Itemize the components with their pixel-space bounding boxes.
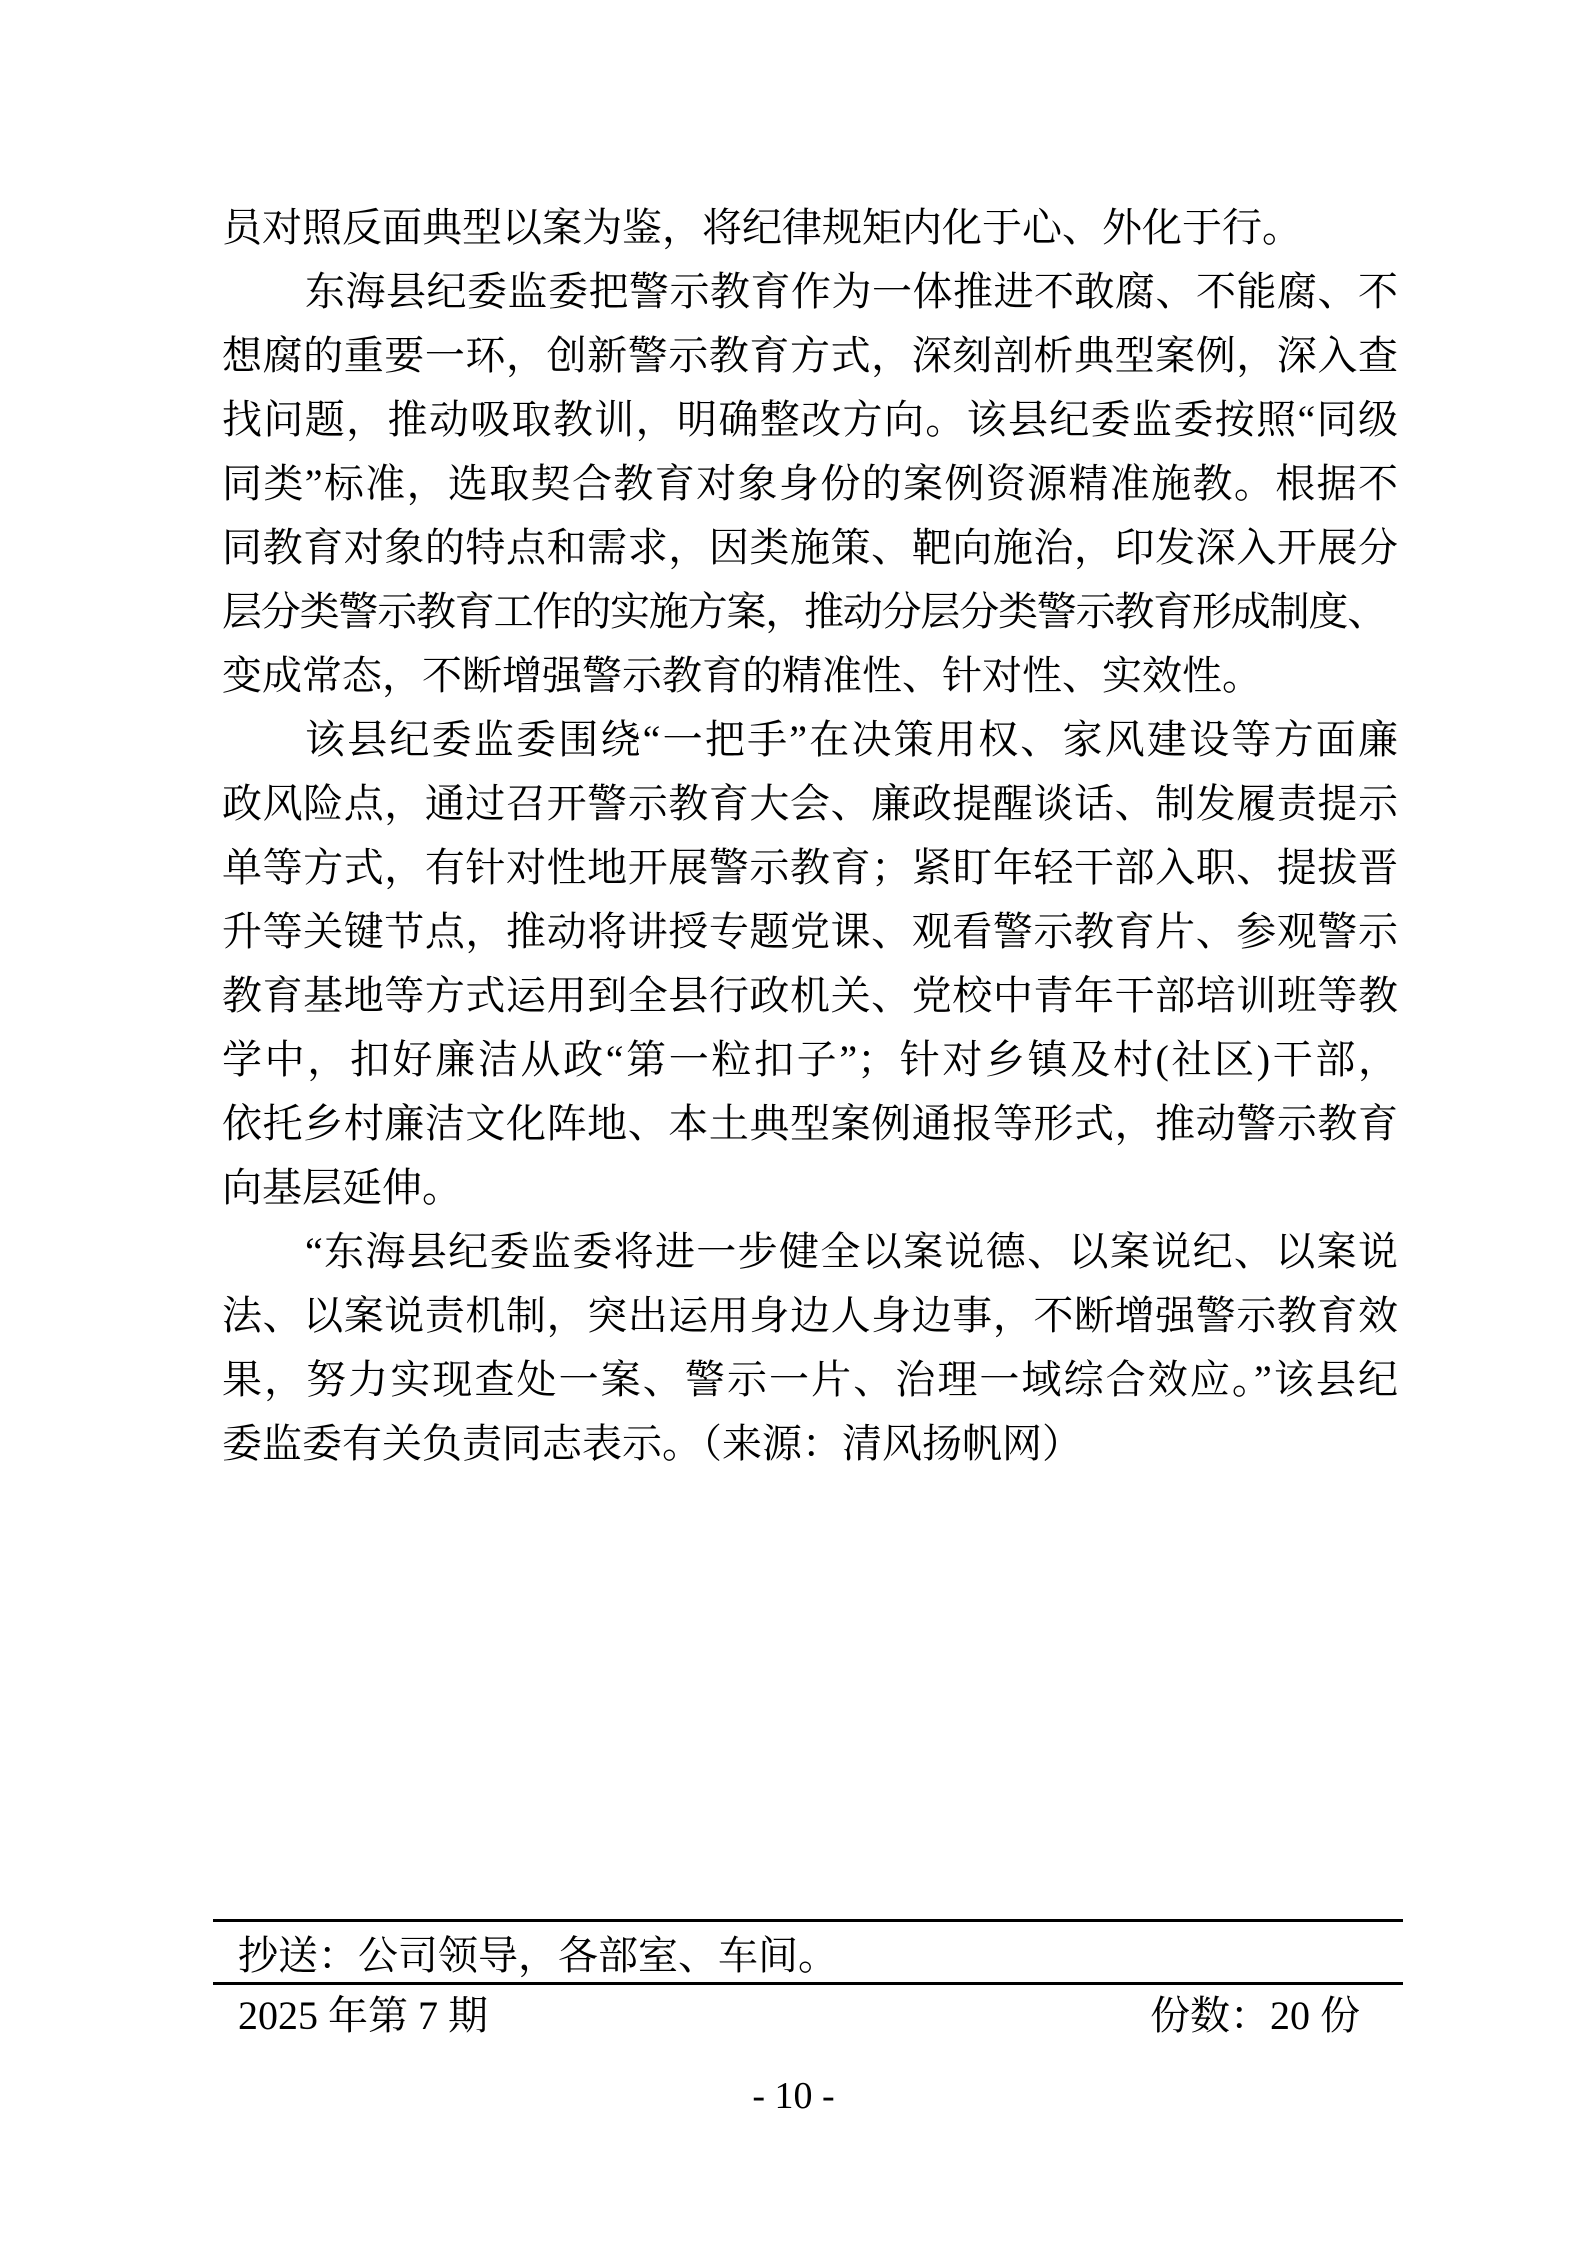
copies-count: 份数：20 份 [1150,1993,1360,2038]
text-line: 找问题，推动吸取教训，明确整改方向。该县纪委监委按照“同级 [222,397,1398,442]
document-body [222,196,1398,1476]
page-number: - 10 - [752,2075,835,2117]
text-line: 东海县纪委监委把警示教育作为一体推进不敢腐、不能腐、不 [305,269,1398,314]
text-line: 依托乡村廉洁文化阵地、本土典型案例通报等形式，推动警示教育 [222,1101,1398,1146]
text-line: 法、以案说责机制，突出运用身边人身边事，不断增强警示教育效 [222,1293,1398,1338]
text-line: 果，努力实现查处一案、警示一片、治理一域综合效应。”该县纪 [222,1357,1398,1402]
text-line: 升等关键节点，推动将讲授专题党课、观看警示教育片、参观警示 [222,909,1398,954]
text-line: 同类”标准，选取契合教育对象身份的案例资源精准施教。根据不 [222,461,1398,506]
text-line: 学中，扣好廉洁从政“第一粒扣子”；针对乡镇及村(社区)干部， [222,1037,1398,1082]
text-line: 想腐的重要一环，创新警示教育方式，深刻剖析典型案例，深入查 [222,333,1398,378]
text-line: 教育基地等方式运用到全县行政机关、党校中青年干部培训班等教 [222,973,1398,1018]
footer-separator-top [213,1919,1403,1922]
issue-number: 2025 年第 7 期 [238,1993,488,2038]
text-line: 单等方式，有针对性地开展警示教育；紧盯年轻干部入职、提拔晋 [222,845,1398,890]
text-line: 员对照反面典型以案为鉴，将纪律规矩内化于心、外化于行。 [222,205,1302,250]
text-line: 该县纪委监委围绕“一把手”在决策用权、家风建设等方面廉 [305,717,1398,762]
text-line: 政风险点，通过召开警示教育大会、廉政提醒谈话、制发履责提示 [222,781,1398,826]
text-line: 向基层延伸。 [222,1165,462,1210]
text-line: 层分类警示教育工作的实施方案，推动分层分类警示教育形成制度、 [222,589,1386,634]
cc-line: 抄送：公司领导，各部室、车间。 [238,1933,838,1978]
issue-row [238,1990,1360,2042]
text-line: “东海县纪委监委将进一步健全以案说德、以案说纪、以案说 [305,1229,1398,1274]
text-line: 变成常态，不断增强警示教育的精准性、针对性、实效性。 [222,653,1262,698]
footer-separator-bottom [213,1982,1403,1985]
text-line: 同教育对象的特点和需求，因类施策、靶向施治，印发深入开展分 [222,525,1398,570]
text-line: 委监委有关负责同志表示。（来源：清风扬帆网） [222,1421,1082,1466]
